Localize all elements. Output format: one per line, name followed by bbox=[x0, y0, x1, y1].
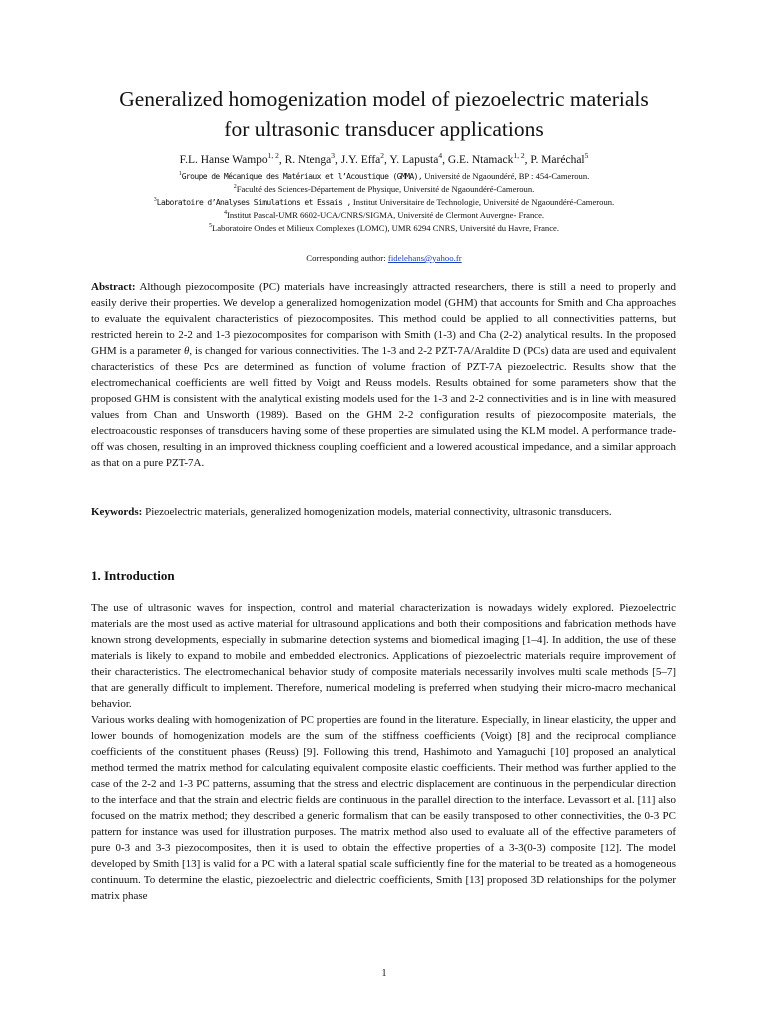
affiliation-lab-name: Groupe de Mécanique des Matériaux et l’Acoustique (GMMA), bbox=[181, 172, 423, 181]
corresponding-email-link[interactable]: fidelehans@yahoo.fr bbox=[387, 253, 462, 263]
author-affiliation-mark: 2 bbox=[380, 151, 385, 161]
affiliation-mark: 5 bbox=[208, 223, 212, 230]
author-name: , P. Maréchal bbox=[524, 154, 585, 166]
author-name: , G.E. Ntamack bbox=[442, 154, 514, 166]
abstract bbox=[91, 279, 676, 471]
affiliation-3 bbox=[60, 196, 708, 209]
keywords bbox=[91, 504, 676, 520]
paper-title bbox=[60, 84, 708, 144]
title-line-1: Generalized homogenization model of piezoelectric materials bbox=[119, 87, 649, 111]
affiliation-5 bbox=[60, 222, 708, 235]
affiliation-4 bbox=[60, 209, 708, 222]
author-name: , Y. Lapusta bbox=[384, 154, 439, 166]
affiliation-text: Institut Pascal-UMR 6602-UCA/CNRS/SIGMA, Université de Clermont Auvergne- France. bbox=[226, 210, 545, 220]
affiliation-lab-name: Laboratoire d’Analyses Simulations et Essais , bbox=[156, 198, 351, 207]
affiliation-mark: 3 bbox=[153, 197, 157, 204]
affiliation-mark: 1 bbox=[178, 171, 182, 178]
author-name: , J.Y. Effa bbox=[335, 154, 381, 166]
title-line-2: for ultrasonic transducer applications bbox=[224, 117, 544, 141]
paragraph: The use of ultrasonic waves for inspection, control and material characterization is nowadays widely explored. Piezoelectric materials are the most used as active material for ultrasound applications and both their compositions and fabrication methods have known strong developments, especially in submarine detection systems and biomedical imaging [1–4]. In addition, the use of these materials is likely to expand to mobile and embedded electronics. Applications of piezoelectric materials require improvement of their characteristics. The electromechanical behavior study of composite materials necessarily involves multi scale methods [5–7] that are generally difficult to implement. Therefore, numerical modeling is preferred when studying their micro-macro mechanical behavior. bbox=[91, 602, 676, 710]
author-affiliation-mark: 5 bbox=[584, 151, 589, 161]
page-number: 1 bbox=[381, 968, 387, 979]
author-name: , R. Ntenga bbox=[278, 154, 332, 166]
body-text bbox=[91, 600, 676, 904]
affiliation-mark: 4 bbox=[223, 210, 227, 217]
corresponding-label: Corresponding author: bbox=[306, 253, 388, 263]
paragraph: Various works dealing with homogenization of PC properties are found in the literature. Especially, in linear elasticity, the upper and lower bounds of homogenization models are the sum of the stiffness coefficients (Voigt) [8] and the reciprocal compliance coefficients of the constituent phases (Reuss) [9]. Following this trend, Hashimoto and Yamaguchi [10] proposed an analytical method termed the matrix method for calculating equivalent composite elastic coefficients. Their method was further applied to the case of the 2-2 and 1-3 PC patterns, assuming that the stress and electric displacement are continuous in the perpendicular direction to the interface and that the strain and electric fields are continuous in the parallel direction to the interface. Levassort et al. [11] also focused on the matrix method; they described a generic formalism that can be easily transposed to other connectivities, the 0-3 PC pattern for instance was used for illustration purposes. The matrix method also used to evaluate all of the effective parameters of pure 0-3 and 3-3 piezocomposites, then it is used to obtain the effective properties of a 3-3(0-3) composite [12]. The model developed by Smith [13] is valid for a PC with a lateral spatial scale sufficiently fine for the material to be treated as a homogeneous continuum. To determine the elastic, piezoelectric and dielectric coefficients, Smith [13] proposed 3D relationships for the polymer matrix phase bbox=[91, 714, 676, 902]
author-affiliation-mark: 1, 2 bbox=[267, 151, 279, 161]
section-heading: 1. Introduction bbox=[91, 568, 175, 583]
corresponding-author bbox=[60, 252, 708, 264]
affiliation-text: Institut Universitaire de Technologie, Université de Ngaoundéré-Cameroun. bbox=[350, 197, 615, 207]
affiliation-text: Laboratoire Ondes et Milieux Complexes (LOMC), UMR 6294 CNRS, Université du Havre, France. bbox=[211, 223, 560, 233]
author-affiliation-mark: 1, 2 bbox=[513, 151, 525, 161]
keywords-text: Piezoelectric materials, generalized homogenization models, material connectivity, ultrasonic transducers. bbox=[142, 506, 612, 518]
author-list bbox=[60, 152, 708, 168]
author-affiliation-mark: 3 bbox=[331, 151, 336, 161]
theta-symbol: θ bbox=[184, 345, 190, 357]
author-name: F.L. Hanse Wampo bbox=[179, 154, 268, 166]
affiliation-2 bbox=[60, 183, 708, 196]
keywords-label: Keywords: bbox=[91, 506, 143, 518]
affiliation-text: Faculté des Sciences-Département de Physique, Université de Ngaoundéré-Cameroun. bbox=[236, 184, 535, 194]
affiliation-mark: 2 bbox=[233, 184, 237, 191]
abstract-text-continued: , is changed for various connectivities. The 1-3 and 2-2 PZT-7A/Araldite D (PCs) data are used and equivalent characteristics of these Pcs are determined as function of volume fraction of PZT-7A piezoelectric. Results show that the electromechanical coefficients are well fitted by Voigt and Reuss models. Results obtained for some parameters show that the proposed GHM is consistent with the analytical existing models used for the 1-3 and 2-2 connectivities and is in line with measured values from Chan and Unsworth (1989). Based on the GHM 2-2 configuration results of piezocomposite materials, the electroacoustic responses of transducers having some of these properties are simulated using the KLM model. A performance trade-off was chosen, resulting in an improved thickness coupling coefficient and a lowered acoustical impedance, and a similar approach as that on a pure PZT-7A. bbox=[91, 345, 676, 469]
abstract-label: Abstract: bbox=[91, 281, 136, 293]
affiliation-text: Université de Ngaoundéré, BP : 454-Cameroun. bbox=[422, 171, 590, 181]
author-affiliation-mark: 4 bbox=[438, 151, 443, 161]
affiliation-1 bbox=[60, 170, 708, 183]
abstract-text: Although piezocomposite (PC) materials have increasingly attracted researchers, there is still a need to properly and easily derive their properties. We develop a generalized homogenization model (GHM) that accounts for Smith and Cha approaches to evaluate the equivalent characteristics of piezocomposites. This method could be applied to all connectivities patterns, but restricted herein to 2-2 and 1-3 piezocomposites for comparison with Smith (1-3) and Cha (2-2) analytical results. In the proposed GHM is a parameter bbox=[91, 281, 676, 357]
